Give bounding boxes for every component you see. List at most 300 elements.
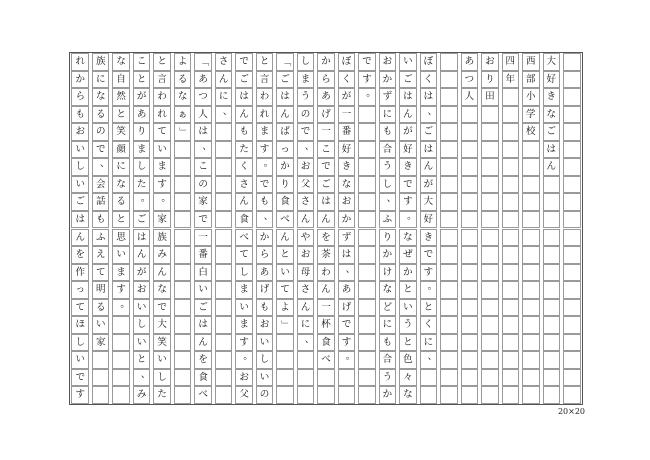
manuscript-cell	[174, 246, 192, 264]
manuscript-cell	[276, 369, 294, 387]
manuscript-cell	[276, 386, 294, 404]
manuscript-cell	[194, 193, 212, 211]
manuscript-cell	[461, 176, 479, 194]
manuscript-character: ご	[198, 301, 208, 313]
manuscript-character: 大	[423, 196, 434, 208]
manuscript-cell	[235, 281, 253, 299]
manuscript-cell	[276, 281, 294, 299]
manuscript-cell	[71, 88, 89, 106]
manuscript-character: お	[259, 319, 270, 331]
manuscript-cell	[71, 229, 89, 247]
manuscript-character: つ	[464, 73, 475, 85]
manuscript-cell	[338, 334, 356, 352]
manuscript-cell	[522, 71, 540, 89]
manuscript-cell	[481, 369, 499, 387]
manuscript-cell	[174, 88, 192, 106]
manuscript-cell	[543, 176, 561, 194]
manuscript-cell	[481, 88, 499, 106]
manuscript-cell	[153, 246, 171, 264]
manuscript-character: と	[403, 284, 413, 296]
manuscript-cell	[502, 229, 520, 247]
manuscript-character: か	[382, 249, 393, 261]
manuscript-cell	[317, 229, 335, 247]
manuscript-cell	[194, 281, 212, 299]
manuscript-character: 学	[526, 108, 536, 120]
manuscript-cell	[112, 299, 130, 317]
manuscript-cell	[317, 176, 335, 194]
manuscript-cell	[297, 264, 315, 282]
manuscript-cell	[543, 88, 561, 106]
manuscript-cell	[481, 334, 499, 352]
manuscript-cell	[461, 106, 479, 124]
manuscript-character: や	[300, 231, 311, 243]
manuscript-cell	[399, 316, 417, 334]
manuscript-character: は	[198, 126, 208, 138]
manuscript-cell	[379, 386, 397, 404]
manuscript-cell	[440, 141, 458, 159]
manuscript-cell	[256, 246, 274, 264]
manuscript-column	[92, 53, 110, 404]
manuscript-character: な	[382, 284, 393, 296]
manuscript-cell	[256, 106, 274, 124]
manuscript-character: ん	[280, 231, 290, 243]
manuscript-character: す	[423, 266, 434, 278]
manuscript-cell	[133, 193, 151, 211]
manuscript-cell	[174, 369, 192, 387]
manuscript-cell	[338, 141, 356, 159]
manuscript-character: れ	[157, 108, 167, 120]
manuscript-cell	[379, 299, 397, 317]
manuscript-cell	[276, 141, 294, 159]
manuscript-character: ん	[198, 336, 208, 348]
manuscript-cell	[174, 193, 192, 211]
manuscript-character: 「	[279, 57, 291, 67]
manuscript-character: い	[239, 301, 249, 313]
manuscript-cell	[420, 211, 438, 229]
manuscript-character: ぜ	[403, 249, 413, 261]
manuscript-cell	[399, 264, 417, 282]
manuscript-cell	[194, 299, 212, 317]
manuscript-cell	[133, 369, 151, 387]
manuscript-column	[174, 53, 192, 404]
manuscript-cell	[276, 53, 294, 71]
manuscript-cell	[256, 281, 274, 299]
manuscript-cell	[297, 106, 315, 124]
manuscript-cell	[256, 71, 274, 89]
manuscript-character: で	[198, 213, 208, 225]
manuscript-column	[153, 53, 171, 404]
manuscript-cell	[215, 281, 233, 299]
manuscript-cell	[338, 193, 356, 211]
manuscript-character: い	[75, 354, 85, 366]
manuscript-cell	[153, 334, 171, 352]
manuscript-cell	[379, 351, 397, 369]
manuscript-cell	[461, 334, 479, 352]
manuscript-cell	[379, 176, 397, 194]
manuscript-cell	[420, 123, 438, 141]
manuscript-cell	[153, 176, 171, 194]
manuscript-cell	[194, 316, 212, 334]
manuscript-character: 。	[140, 193, 151, 205]
manuscript-cell	[215, 193, 233, 211]
manuscript-column	[256, 53, 274, 404]
manuscript-character: 父	[300, 178, 311, 190]
manuscript-cell	[481, 158, 499, 176]
manuscript-character: で	[423, 249, 434, 261]
manuscript-cell	[522, 299, 540, 317]
manuscript-character: し	[75, 161, 85, 173]
manuscript-cell	[358, 71, 376, 89]
manuscript-character: ま	[136, 143, 147, 155]
manuscript-cell	[461, 281, 479, 299]
manuscript-cell	[92, 246, 110, 264]
manuscript-character: で	[321, 161, 331, 173]
manuscript-cell	[317, 351, 335, 369]
manuscript-column	[112, 53, 130, 404]
manuscript-cell	[194, 334, 212, 352]
manuscript-cell	[174, 123, 192, 141]
manuscript-cell	[235, 369, 253, 387]
manuscript-column	[563, 53, 581, 404]
manuscript-cell	[522, 141, 540, 159]
manuscript-character: 、	[202, 140, 212, 152]
manuscript-cell	[235, 106, 253, 124]
manuscript-character: が	[136, 91, 147, 103]
manuscript-cell	[461, 264, 479, 282]
manuscript-cell	[297, 386, 315, 404]
manuscript-character: た	[239, 143, 249, 155]
manuscript-cell	[379, 211, 397, 229]
manuscript-character: み	[157, 249, 167, 261]
manuscript-character: い	[136, 301, 147, 313]
manuscript-character: 思	[116, 231, 126, 243]
manuscript-cell	[543, 281, 561, 299]
manuscript-character: さ	[218, 56, 229, 68]
manuscript-cell	[399, 88, 417, 106]
manuscript-character: ご	[75, 196, 85, 208]
manuscript-cell	[522, 53, 540, 71]
manuscript-column	[399, 53, 417, 404]
manuscript-cell	[215, 53, 233, 71]
manuscript-cell	[235, 71, 253, 89]
manuscript-character: は	[75, 213, 85, 225]
manuscript-cell	[215, 229, 233, 247]
manuscript-cell	[399, 211, 417, 229]
manuscript-cell	[194, 71, 212, 89]
manuscript-character: る	[177, 73, 188, 85]
manuscript-character: た	[157, 389, 167, 401]
manuscript-character: げ	[259, 284, 270, 296]
manuscript-cell	[297, 246, 315, 264]
manuscript-cell	[399, 176, 417, 194]
manuscript-cell	[358, 281, 376, 299]
manuscript-character: 言	[157, 73, 167, 85]
manuscript-cell	[358, 53, 376, 71]
manuscript-cell	[256, 53, 274, 71]
manuscript-character: 大	[157, 319, 167, 331]
manuscript-character: な	[403, 231, 413, 243]
manuscript-character: あ	[321, 91, 331, 103]
manuscript-character: は	[198, 319, 208, 331]
manuscript-character: き	[403, 161, 413, 173]
manuscript-cell	[317, 141, 335, 159]
manuscript-character: お	[300, 161, 311, 173]
manuscript-cell	[112, 88, 130, 106]
manuscript-cell	[379, 158, 397, 176]
manuscript-cell	[338, 299, 356, 317]
manuscript-character: 人	[464, 91, 475, 103]
manuscript-character: ふ	[95, 231, 106, 243]
manuscript-character: ま	[259, 126, 270, 138]
manuscript-cell	[317, 193, 335, 211]
manuscript-character: で	[300, 126, 311, 138]
manuscript-cell	[92, 176, 110, 194]
manuscript-cell	[71, 386, 89, 404]
manuscript-character: と	[136, 354, 147, 366]
manuscript-cell	[256, 369, 274, 387]
manuscript-character: を	[75, 249, 85, 261]
manuscript-cell	[461, 88, 479, 106]
manuscript-character: 好	[546, 73, 557, 85]
manuscript-cell	[543, 141, 561, 159]
manuscript-cell	[297, 141, 315, 159]
manuscript-cell	[440, 211, 458, 229]
manuscript-cell	[174, 299, 192, 317]
manuscript-character: こ	[198, 161, 208, 173]
manuscript-cell	[256, 176, 274, 194]
manuscript-character: 年	[505, 73, 516, 85]
manuscript-cell	[174, 334, 192, 352]
manuscript-cell	[235, 264, 253, 282]
manuscript-cell	[440, 123, 458, 141]
manuscript-cell	[256, 211, 274, 229]
manuscript-cell	[543, 369, 561, 387]
manuscript-character: い	[259, 336, 270, 348]
manuscript-cell	[399, 106, 417, 124]
manuscript-character: 自	[116, 73, 126, 85]
manuscript-cell	[174, 141, 192, 159]
manuscript-cell	[543, 158, 561, 176]
manuscript-character: し	[300, 56, 311, 68]
manuscript-cell	[461, 316, 479, 334]
manuscript-character: い	[75, 178, 85, 190]
manuscript-character: 。	[161, 193, 171, 205]
manuscript-cell	[153, 106, 171, 124]
manuscript-cell	[215, 211, 233, 229]
manuscript-cell	[338, 106, 356, 124]
manuscript-cell	[399, 299, 417, 317]
manuscript-column	[317, 53, 335, 404]
manuscript-cell	[153, 193, 171, 211]
manuscript-cell	[379, 316, 397, 334]
manuscript-character: い	[259, 371, 270, 383]
manuscript-cell	[522, 351, 540, 369]
manuscript-cell	[522, 176, 540, 194]
manuscript-character: い	[280, 266, 290, 278]
manuscript-cell	[379, 141, 397, 159]
manuscript-character: ま	[239, 319, 249, 331]
manuscript-cell	[317, 246, 335, 264]
manuscript-cell	[563, 123, 581, 141]
manuscript-character: 白	[198, 266, 208, 278]
manuscript-column	[481, 53, 499, 404]
manuscript-cell	[481, 193, 499, 211]
manuscript-character: お	[300, 249, 311, 261]
manuscript-cell	[338, 386, 356, 404]
manuscript-cell	[338, 369, 356, 387]
manuscript-cell	[112, 264, 130, 282]
manuscript-character: ん	[239, 196, 249, 208]
manuscript-cell	[297, 299, 315, 317]
manuscript-character: ご	[280, 73, 290, 85]
manuscript-cell	[399, 71, 417, 89]
manuscript-character: と	[423, 301, 434, 313]
manuscript-cell	[379, 88, 397, 106]
manuscript-character: と	[403, 336, 413, 348]
manuscript-character: ん	[75, 231, 85, 243]
manuscript-character: う	[382, 371, 393, 383]
manuscript-cell	[358, 176, 376, 194]
manuscript-cell	[256, 264, 274, 282]
manuscript-character: 。	[120, 298, 130, 310]
manuscript-character: 杯	[321, 319, 331, 331]
manuscript-cell	[194, 141, 212, 159]
manuscript-cell	[358, 123, 376, 141]
manuscript-character: し	[75, 336, 85, 348]
manuscript-cell	[153, 281, 171, 299]
manuscript-character: お	[382, 56, 393, 68]
manuscript-character: お	[239, 371, 249, 383]
manuscript-cell	[276, 158, 294, 176]
manuscript-character: た	[136, 178, 147, 190]
manuscript-cell	[235, 386, 253, 404]
manuscript-cell	[522, 106, 540, 124]
manuscript-character: み	[136, 389, 147, 401]
manuscript-character: ぼ	[423, 56, 434, 68]
manuscript-cell	[112, 53, 130, 71]
manuscript-cell	[256, 229, 274, 247]
manuscript-character: 笑	[116, 126, 126, 138]
manuscript-cell	[133, 281, 151, 299]
manuscript-cell	[71, 264, 89, 282]
manuscript-character: ず	[341, 231, 352, 243]
manuscript-character: 笑	[157, 336, 167, 348]
manuscript-cell	[215, 106, 233, 124]
manuscript-character: ど	[382, 301, 393, 313]
manuscript-cell	[317, 106, 335, 124]
manuscript-cell	[358, 264, 376, 282]
manuscript-cell	[194, 351, 212, 369]
manuscript-cell	[358, 299, 376, 317]
manuscript-cell	[215, 299, 233, 317]
manuscript-cell	[563, 229, 581, 247]
manuscript-cell	[522, 88, 540, 106]
manuscript-character: 、	[427, 105, 438, 117]
manuscript-cell	[71, 299, 89, 317]
manuscript-cell	[522, 211, 540, 229]
manuscript-cell	[71, 369, 89, 387]
manuscript-cell	[174, 281, 192, 299]
manuscript-cell	[133, 351, 151, 369]
manuscript-character: げ	[341, 301, 352, 313]
manuscript-cell	[338, 158, 356, 176]
manuscript-cell	[502, 158, 520, 176]
manuscript-character: し	[136, 319, 147, 331]
manuscript-cell	[461, 246, 479, 264]
manuscript-character: 。	[243, 351, 253, 363]
manuscript-character: は	[239, 91, 249, 103]
manuscript-column	[522, 53, 540, 404]
manuscript-character: る	[95, 301, 106, 313]
manuscript-cell	[215, 316, 233, 334]
manuscript-character: ご	[423, 126, 434, 138]
manuscript-cell	[297, 316, 315, 334]
manuscript-cell	[276, 334, 294, 352]
manuscript-character: て	[75, 301, 85, 313]
manuscript-cell	[153, 211, 171, 229]
manuscript-cell	[440, 71, 458, 89]
manuscript-character: な	[177, 91, 188, 103]
manuscript-cell	[256, 351, 274, 369]
manuscript-cell	[112, 334, 130, 352]
manuscript-character: の	[259, 389, 270, 401]
manuscript-character: 好	[423, 213, 434, 225]
manuscript-cell	[481, 53, 499, 71]
manuscript-cell	[235, 334, 253, 352]
manuscript-cell	[563, 246, 581, 264]
manuscript-cell	[276, 299, 294, 317]
manuscript-character: ご	[136, 213, 147, 225]
manuscript-cell	[215, 141, 233, 159]
manuscript-cell	[112, 246, 130, 264]
manuscript-cell	[338, 281, 356, 299]
manuscript-cell	[71, 176, 89, 194]
manuscript-cell	[563, 281, 581, 299]
manuscript-cell	[317, 211, 335, 229]
manuscript-character: 食	[198, 371, 208, 383]
manuscript-character: と	[116, 213, 126, 225]
manuscript-cell	[358, 369, 376, 387]
manuscript-cell	[440, 386, 458, 404]
manuscript-cell	[440, 299, 458, 317]
manuscript-cell	[256, 88, 274, 106]
manuscript-character: に	[300, 319, 311, 331]
manuscript-cell	[133, 106, 151, 124]
manuscript-cell	[317, 316, 335, 334]
manuscript-cell	[317, 264, 335, 282]
manuscript-cell	[235, 176, 253, 194]
manuscript-character: ま	[300, 73, 311, 85]
manuscript-cell	[276, 264, 294, 282]
manuscript-column	[379, 53, 397, 404]
manuscript-cell	[215, 351, 233, 369]
manuscript-character: は	[280, 91, 290, 103]
manuscript-character: 。	[366, 88, 376, 100]
manuscript-cell	[215, 88, 233, 106]
manuscript-cell	[461, 369, 479, 387]
manuscript-cell	[256, 316, 274, 334]
manuscript-cell	[194, 211, 212, 229]
manuscript-character: こ	[136, 56, 147, 68]
manuscript-column	[297, 53, 315, 404]
manuscript-cell	[276, 71, 294, 89]
manuscript-cell	[563, 158, 581, 176]
manuscript-character: で	[239, 56, 249, 68]
manuscript-cell	[563, 351, 581, 369]
manuscript-character: は	[403, 91, 413, 103]
manuscript-cell	[522, 281, 540, 299]
manuscript-cell	[522, 386, 540, 404]
